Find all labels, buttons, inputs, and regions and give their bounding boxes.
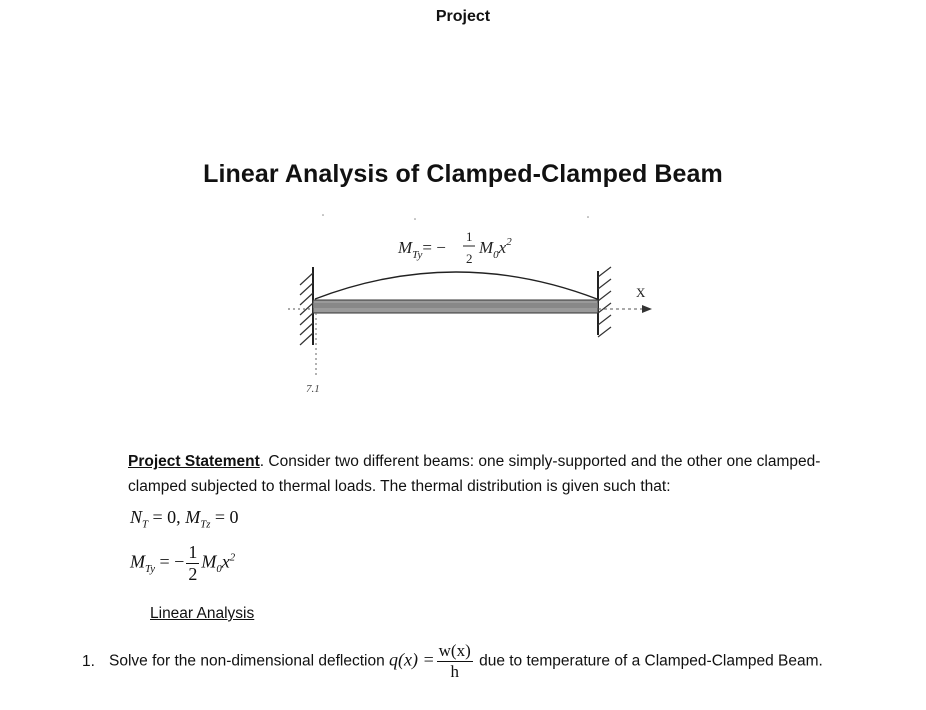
eq1-m-sub: Tz bbox=[200, 518, 211, 531]
item-text-before: Solve for the non-dimensional deflection bbox=[109, 652, 390, 670]
moment-distribution-curve bbox=[315, 272, 597, 299]
beam-diagram bbox=[270, 205, 690, 400]
beam-figure bbox=[270, 205, 690, 400]
eq2-eq: = − bbox=[155, 551, 185, 572]
item-frac-den: h bbox=[437, 661, 473, 682]
moment-frac-den: 2 bbox=[466, 251, 473, 266]
section-heading: Linear Analysis bbox=[150, 605, 255, 622]
moment-frac-num: 1 bbox=[466, 229, 473, 244]
item-text-after: due to temperature of a Clamped-Clamped Beam. bbox=[474, 652, 823, 670]
statement-text: . Consider two different beams: one simply-supported and the other one clamped-clamped subjected to thermal loads. The thermal distribution is given such that: bbox=[128, 453, 821, 495]
eq2-frac-num: 1 bbox=[188, 542, 198, 562]
left-clamp-hatch bbox=[300, 273, 313, 345]
item-q-expr: q(x) = bbox=[389, 649, 435, 670]
scan-speck bbox=[414, 218, 416, 220]
eq1-n-val: = 0, bbox=[148, 507, 186, 527]
item-fraction bbox=[437, 641, 473, 682]
z-axis-label: 7.1 bbox=[306, 383, 320, 395]
eq2-m: M bbox=[130, 551, 145, 572]
moment-label: $M_{Ty}=$ − bbox=[398, 238, 446, 261]
document-title: Linear Analysis of Clamped-Clamped Beam bbox=[203, 160, 723, 188]
eq2-m0-sub: 0 bbox=[216, 563, 222, 576]
page-header: Project bbox=[435, 8, 491, 25]
eq1-m: M bbox=[185, 507, 201, 527]
equation-mty bbox=[130, 542, 235, 585]
equation-nt-mtz bbox=[130, 507, 239, 531]
right-clamp-hatch bbox=[598, 267, 611, 337]
item-index: 1. bbox=[82, 652, 95, 670]
eq1-n-sub: T bbox=[142, 518, 149, 531]
moment-rhs: $M_0x^2$ bbox=[479, 236, 512, 261]
scan-speck bbox=[587, 216, 589, 218]
eq2-fraction bbox=[186, 542, 199, 585]
x-axis-arrowhead bbox=[642, 305, 652, 313]
item-frac-num: w(x) bbox=[438, 641, 471, 660]
x-axis-label: X bbox=[636, 285, 646, 300]
statement-lead: Project Statement bbox=[128, 453, 260, 470]
eq1-m-val: = 0 bbox=[210, 507, 239, 527]
eq2-m0: M bbox=[201, 551, 217, 572]
list-item bbox=[82, 641, 882, 682]
eq2-pow: 2 bbox=[229, 551, 236, 564]
eq2-m-sub: Ty bbox=[145, 563, 155, 576]
eq2-x: x bbox=[221, 551, 230, 572]
eq1-n: N bbox=[130, 507, 143, 527]
scan-speck bbox=[322, 214, 324, 216]
beam-shade bbox=[313, 303, 598, 308]
project-statement bbox=[128, 449, 868, 499]
eq2-frac-den: 2 bbox=[188, 564, 198, 584]
